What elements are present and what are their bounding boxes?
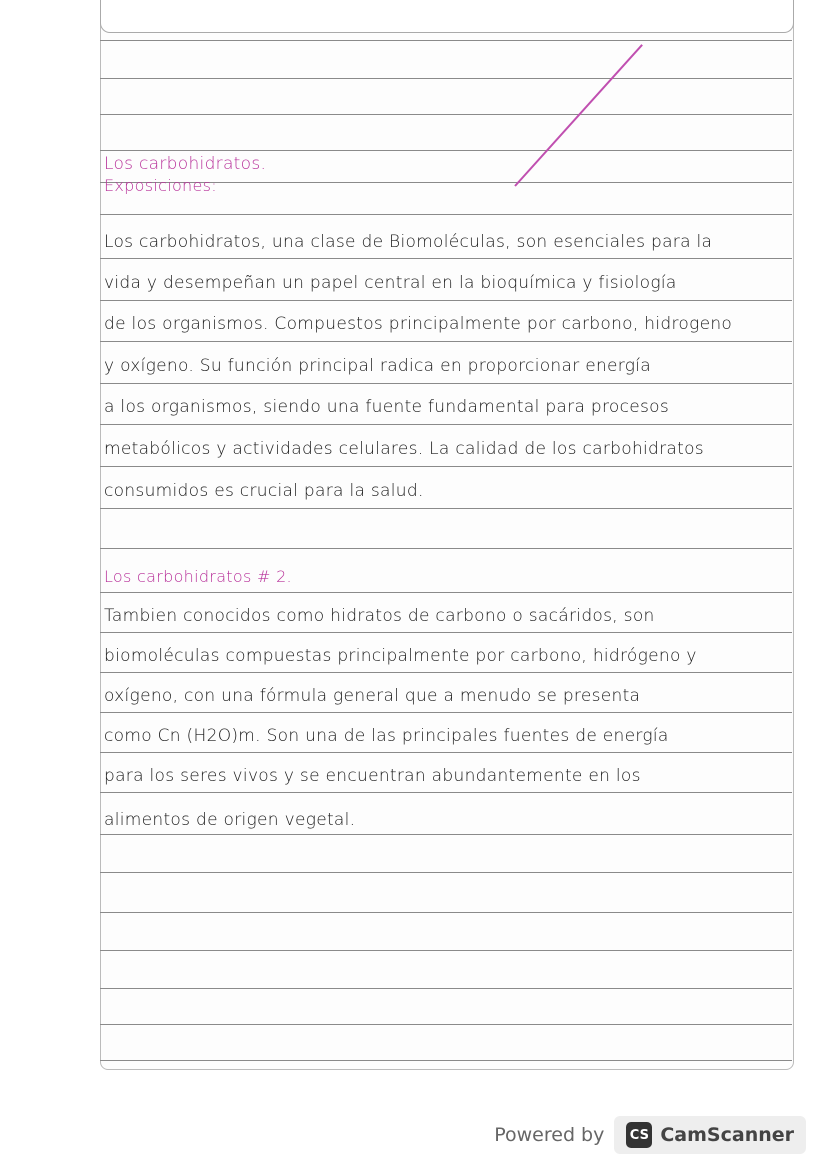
section2-line: biomoléculas compuestas principalmente por carbono, hidrógeno y [104, 646, 697, 666]
section1-line: Los carbohidratos, una clase de Biomoléculas, son esenciales para la [104, 232, 713, 252]
camscanner-badge[interactable] [614, 1116, 806, 1154]
section2-line: para los seres vivos y se encuentran abundantemente en los [104, 766, 641, 786]
ruled-line [100, 712, 792, 713]
ruled-line [100, 78, 792, 79]
section1-line: vida y desempeñan un papel central en la bioquímica y fisiología [104, 273, 677, 293]
heading-exposiciones: Exposiciones: [104, 176, 217, 195]
ruled-line [100, 424, 792, 425]
ruled-line [100, 950, 792, 951]
ruled-line [100, 752, 792, 753]
ruled-line [100, 214, 792, 215]
powered-by-label: Powered by [494, 1124, 605, 1146]
ruled-line [100, 341, 792, 342]
ruled-line [100, 792, 792, 793]
section2-title: Los carbohidratos # 2. [104, 567, 292, 586]
section1-line: y oxígeno. Su función principal radica en proporcionar energía [104, 356, 652, 376]
ruled-line [100, 672, 792, 673]
ruled-line [100, 150, 792, 151]
ruled-line [100, 114, 792, 115]
ruled-line [100, 632, 792, 633]
camscanner-logo-icon: CS [626, 1122, 652, 1148]
ruled-line [100, 834, 792, 835]
section2-line: Tambien conocidos como hidratos de carbono o sacáridos, son [104, 606, 655, 626]
section1-line: de los organismos. Compuestos principalmente por carbono, hidrogeno [104, 314, 733, 334]
ruled-line [100, 383, 792, 384]
ruled-line [100, 40, 792, 41]
ruled-line [100, 872, 792, 873]
section2-line: oxígeno, con una fórmula general que a menudo se presenta [104, 686, 641, 706]
section1-line: a los organismos, siendo una fuente fundamental para procesos [104, 397, 669, 417]
page-top-margin [100, 0, 794, 33]
section2-line: alimentos de origen vegetal. [104, 810, 356, 830]
camscanner-footer [494, 1116, 806, 1154]
ruled-line [100, 1060, 792, 1061]
ruled-line [100, 1024, 792, 1025]
section2-line: como Cn (H2O)m. Son una de las principales fuentes de energía [104, 726, 669, 746]
ruled-line [100, 258, 792, 259]
ruled-line [100, 592, 792, 593]
ruled-line [100, 508, 792, 509]
section1-line: metabólicos y actividades celulares. La calidad de los carbohidratos [104, 439, 704, 459]
ruled-line [100, 548, 792, 549]
ruled-line [100, 300, 792, 301]
ruled-line [100, 912, 792, 913]
ruled-line [100, 466, 792, 467]
ruled-line [100, 988, 792, 989]
section1-title: Los carbohidratos. [104, 154, 267, 174]
section1-line: consumidos es crucial para la salud. [104, 481, 424, 501]
camscanner-brand-name: CamScanner [660, 1124, 794, 1146]
